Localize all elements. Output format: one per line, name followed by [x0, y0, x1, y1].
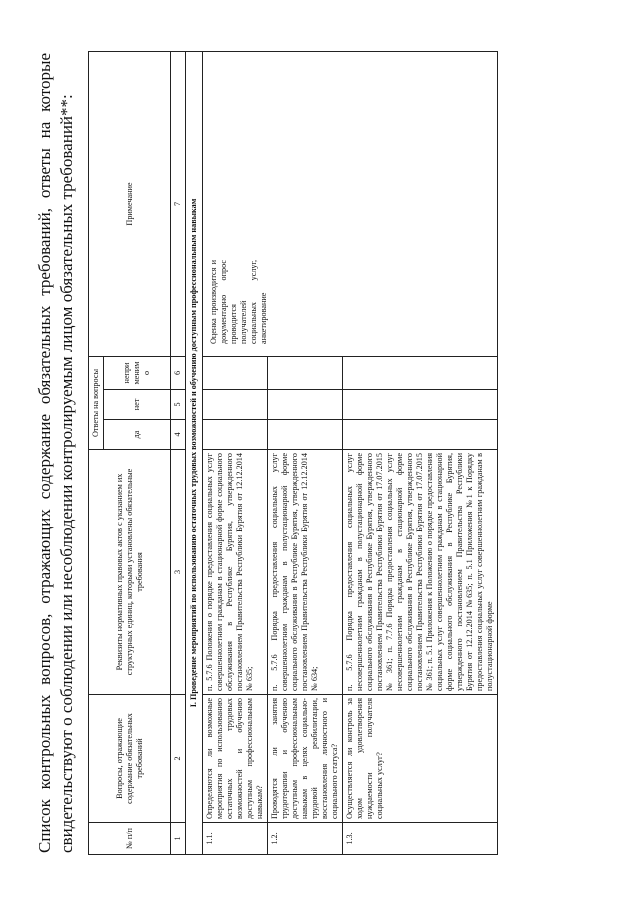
answer-no-cell[interactable]	[343, 390, 498, 420]
title-line-2: свидетельствуют о соблюдении или несоблюдении контролируемым лицом обязательных требований**:	[57, 94, 76, 853]
colnum-5: 5	[171, 390, 186, 420]
row-requisites: п. 5.7.6 Порядка предоставления социальных услуг совершеннолетним гражданам в полустационарной форме социального обслуживания в Республике Бурятия, утвержденного постановлением Правительства Республики Бурятия от 12.12.2014 № 634;	[268, 450, 343, 695]
row-note: Оценка производится и документарно опрос проводится получателей социальных услуг, анкетирование	[209, 260, 268, 344]
header-num: № п/п	[89, 823, 171, 855]
colnum-2: 2	[171, 695, 186, 823]
header-requisites: Реквизиты нормативных правовых актов с указанием их структурных единиц, которыми установлены обязательные требования	[89, 450, 171, 695]
table-row	[203, 52, 268, 855]
header-row-1	[89, 52, 104, 855]
colnum-6: 6	[171, 357, 186, 390]
header-answers: Ответы на вопросы	[89, 357, 104, 450]
answer-no-cell[interactable]	[268, 390, 343, 420]
header-yes: да	[104, 420, 171, 450]
document-title	[34, 53, 78, 853]
colnum-4: 4	[171, 420, 186, 450]
header-no: нет	[104, 390, 171, 420]
answer-yes-cell[interactable]	[268, 420, 343, 450]
row-requisites: п. 5.7.6 Порядка предоставления социальных услуг несовершеннолетним гражданам в полустационарной форме социального обслуживания в Республике Бурятия, утвержденного постановлением Правительства Республики Бурятия от 17.07.2015 № 361; п. 7.7.6 Порядка предоставления социальных услуг несовершеннолетним гражданам в стационарной форме социального обслуживания в Республике Бурятия, утвержденного постановлением Правительства Республики Бурятия от 17.07.2015 № 361; п. 5.1 Приложения к Положению о порядке предоставления социальных услуг совершеннолетним гражданам в стационарной форме социального обслуживания в Республике Бурятия, утвержденного постановлением Правительства Республики Бурятия от 12.12.2014 №635; п. 5.1 Приложения №1 к Порядку предоставления социальных услуг совершеннолетним гражданам в полустационарной форме	[343, 450, 498, 695]
colnum-3: 3	[171, 450, 186, 695]
title-line-1: Список контрольных вопросов, отражающих содержание обязательных требований, ответы на которые	[35, 53, 54, 853]
column-number-row	[171, 52, 186, 855]
section-row	[186, 52, 203, 855]
row-number: 1.1.	[203, 823, 268, 855]
answer-na-cell[interactable]	[203, 357, 268, 390]
header-note: Примечание	[89, 52, 171, 357]
section-title: I. Проведение мероприятий по использованию остаточных трудовых возможностей и обучению доступным профессиональным навыкам	[186, 52, 203, 855]
row-question: Проводятся ли занятия трудотерапии и обучению доступным профессиональным навыкам в целях социально-трудовой реабилитации, восстановления личностного и социального статуса?	[268, 695, 343, 823]
answer-no-cell[interactable]	[203, 390, 268, 420]
row-number: 1.2.	[268, 823, 343, 855]
answer-na-cell[interactable]	[268, 357, 343, 390]
answer-na-cell[interactable]	[343, 357, 498, 390]
header-na: непри меним о	[104, 357, 171, 390]
checklist-table	[88, 51, 498, 855]
answer-yes-cell[interactable]	[343, 420, 498, 450]
row-requisites: п. 5.7.6 Положения о порядке предоставления социальных услуг совершеннолетним гражданам в стационарной форме социального обслуживания в Республике Бурятия, утвержденного постановлением Правительства Республики Бурятия от 12.12.2014 № 635;	[203, 450, 268, 695]
colnum-7: 7	[171, 52, 186, 357]
header-question: Вопросы, отражающие содержание обязательных требований	[89, 695, 171, 823]
row-number: 1.3.	[343, 823, 498, 855]
row-question: Осуществляется ли контроль за ходом удовлетворения нуждаемости получателя социальных услуг?	[343, 695, 498, 823]
colnum-1: 1	[171, 823, 186, 855]
answer-yes-cell[interactable]	[203, 420, 268, 450]
row-question: Определяются ли возможные мероприятия по использованию остаточных трудовых возможностей и обучению доступным профессиональным навыкам?	[203, 695, 268, 823]
